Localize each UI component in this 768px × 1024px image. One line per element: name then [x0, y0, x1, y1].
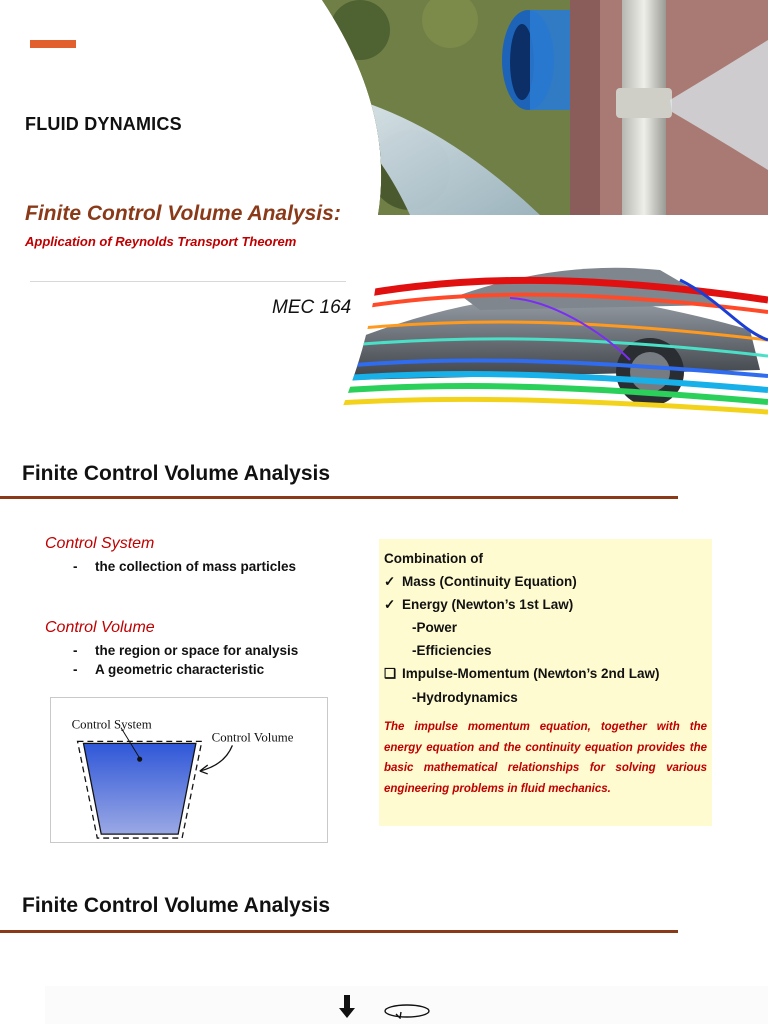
list-item: -Power — [412, 620, 458, 635]
arrow-down-icon — [338, 995, 356, 1019]
check-icon: ✓ — [384, 574, 396, 589]
next-slide — [0, 864, 768, 1024]
slide-title: Finite Control Volume Analysis: — [25, 202, 341, 225]
list-item: ✓ Energy (Newton’s 1st Law) — [384, 597, 574, 612]
list-item: ✓ Mass (Continuity Equation) — [384, 574, 577, 589]
slide-title: Finite Control Volume Analysis — [22, 462, 331, 485]
definitions-slide — [0, 432, 768, 864]
slide-topic: FLUID DYNAMICS — [25, 114, 182, 134]
slide-title: Finite Control Volume Analysis — [22, 894, 331, 917]
title-slide — [0, 0, 768, 432]
title-underline — [0, 496, 678, 499]
control-system-term: Control System — [45, 535, 155, 552]
checkbox-icon: ❑ — [384, 666, 397, 681]
combination-box — [379, 539, 712, 826]
fluid-images — [300, 0, 768, 432]
control-system-label: Control System — [71, 717, 152, 732]
list-item: ❑ Impulse-Momentum (Newton’s 2nd Law) — [384, 666, 660, 681]
divider — [30, 281, 346, 282]
combination-note: The impulse momentum equation, together with the energy equation and the continuity equation provides the basic mathematical relationships for solving various engineering problems in fluid mechanics. — [384, 721, 707, 795]
accent-bar — [30, 40, 76, 48]
list-item: - the collection of mass particles — [73, 559, 297, 574]
title-underline — [0, 930, 678, 933]
course-code: MEC 164 — [272, 297, 352, 318]
rotate-icon — [382, 1003, 432, 1019]
list-item: -Hydrodynamics — [412, 690, 518, 705]
control-volume-diagram — [50, 697, 328, 843]
combination-heading: Combination of — [384, 551, 483, 566]
control-system-bullets — [73, 557, 296, 576]
control-volume-bullets — [73, 641, 298, 679]
list-item: -Efficiencies — [412, 643, 492, 658]
list-item: - the region or space for analysis — [73, 643, 299, 658]
list-item: - A geometric characteristic — [73, 662, 265, 677]
slide-subtitle: Application of Reynolds Transport Theorem — [25, 234, 297, 249]
check-icon: ✓ — [384, 597, 396, 612]
control-volume-term: Control Volume — [45, 619, 155, 636]
control-volume-label: Control Volume — [211, 730, 294, 745]
